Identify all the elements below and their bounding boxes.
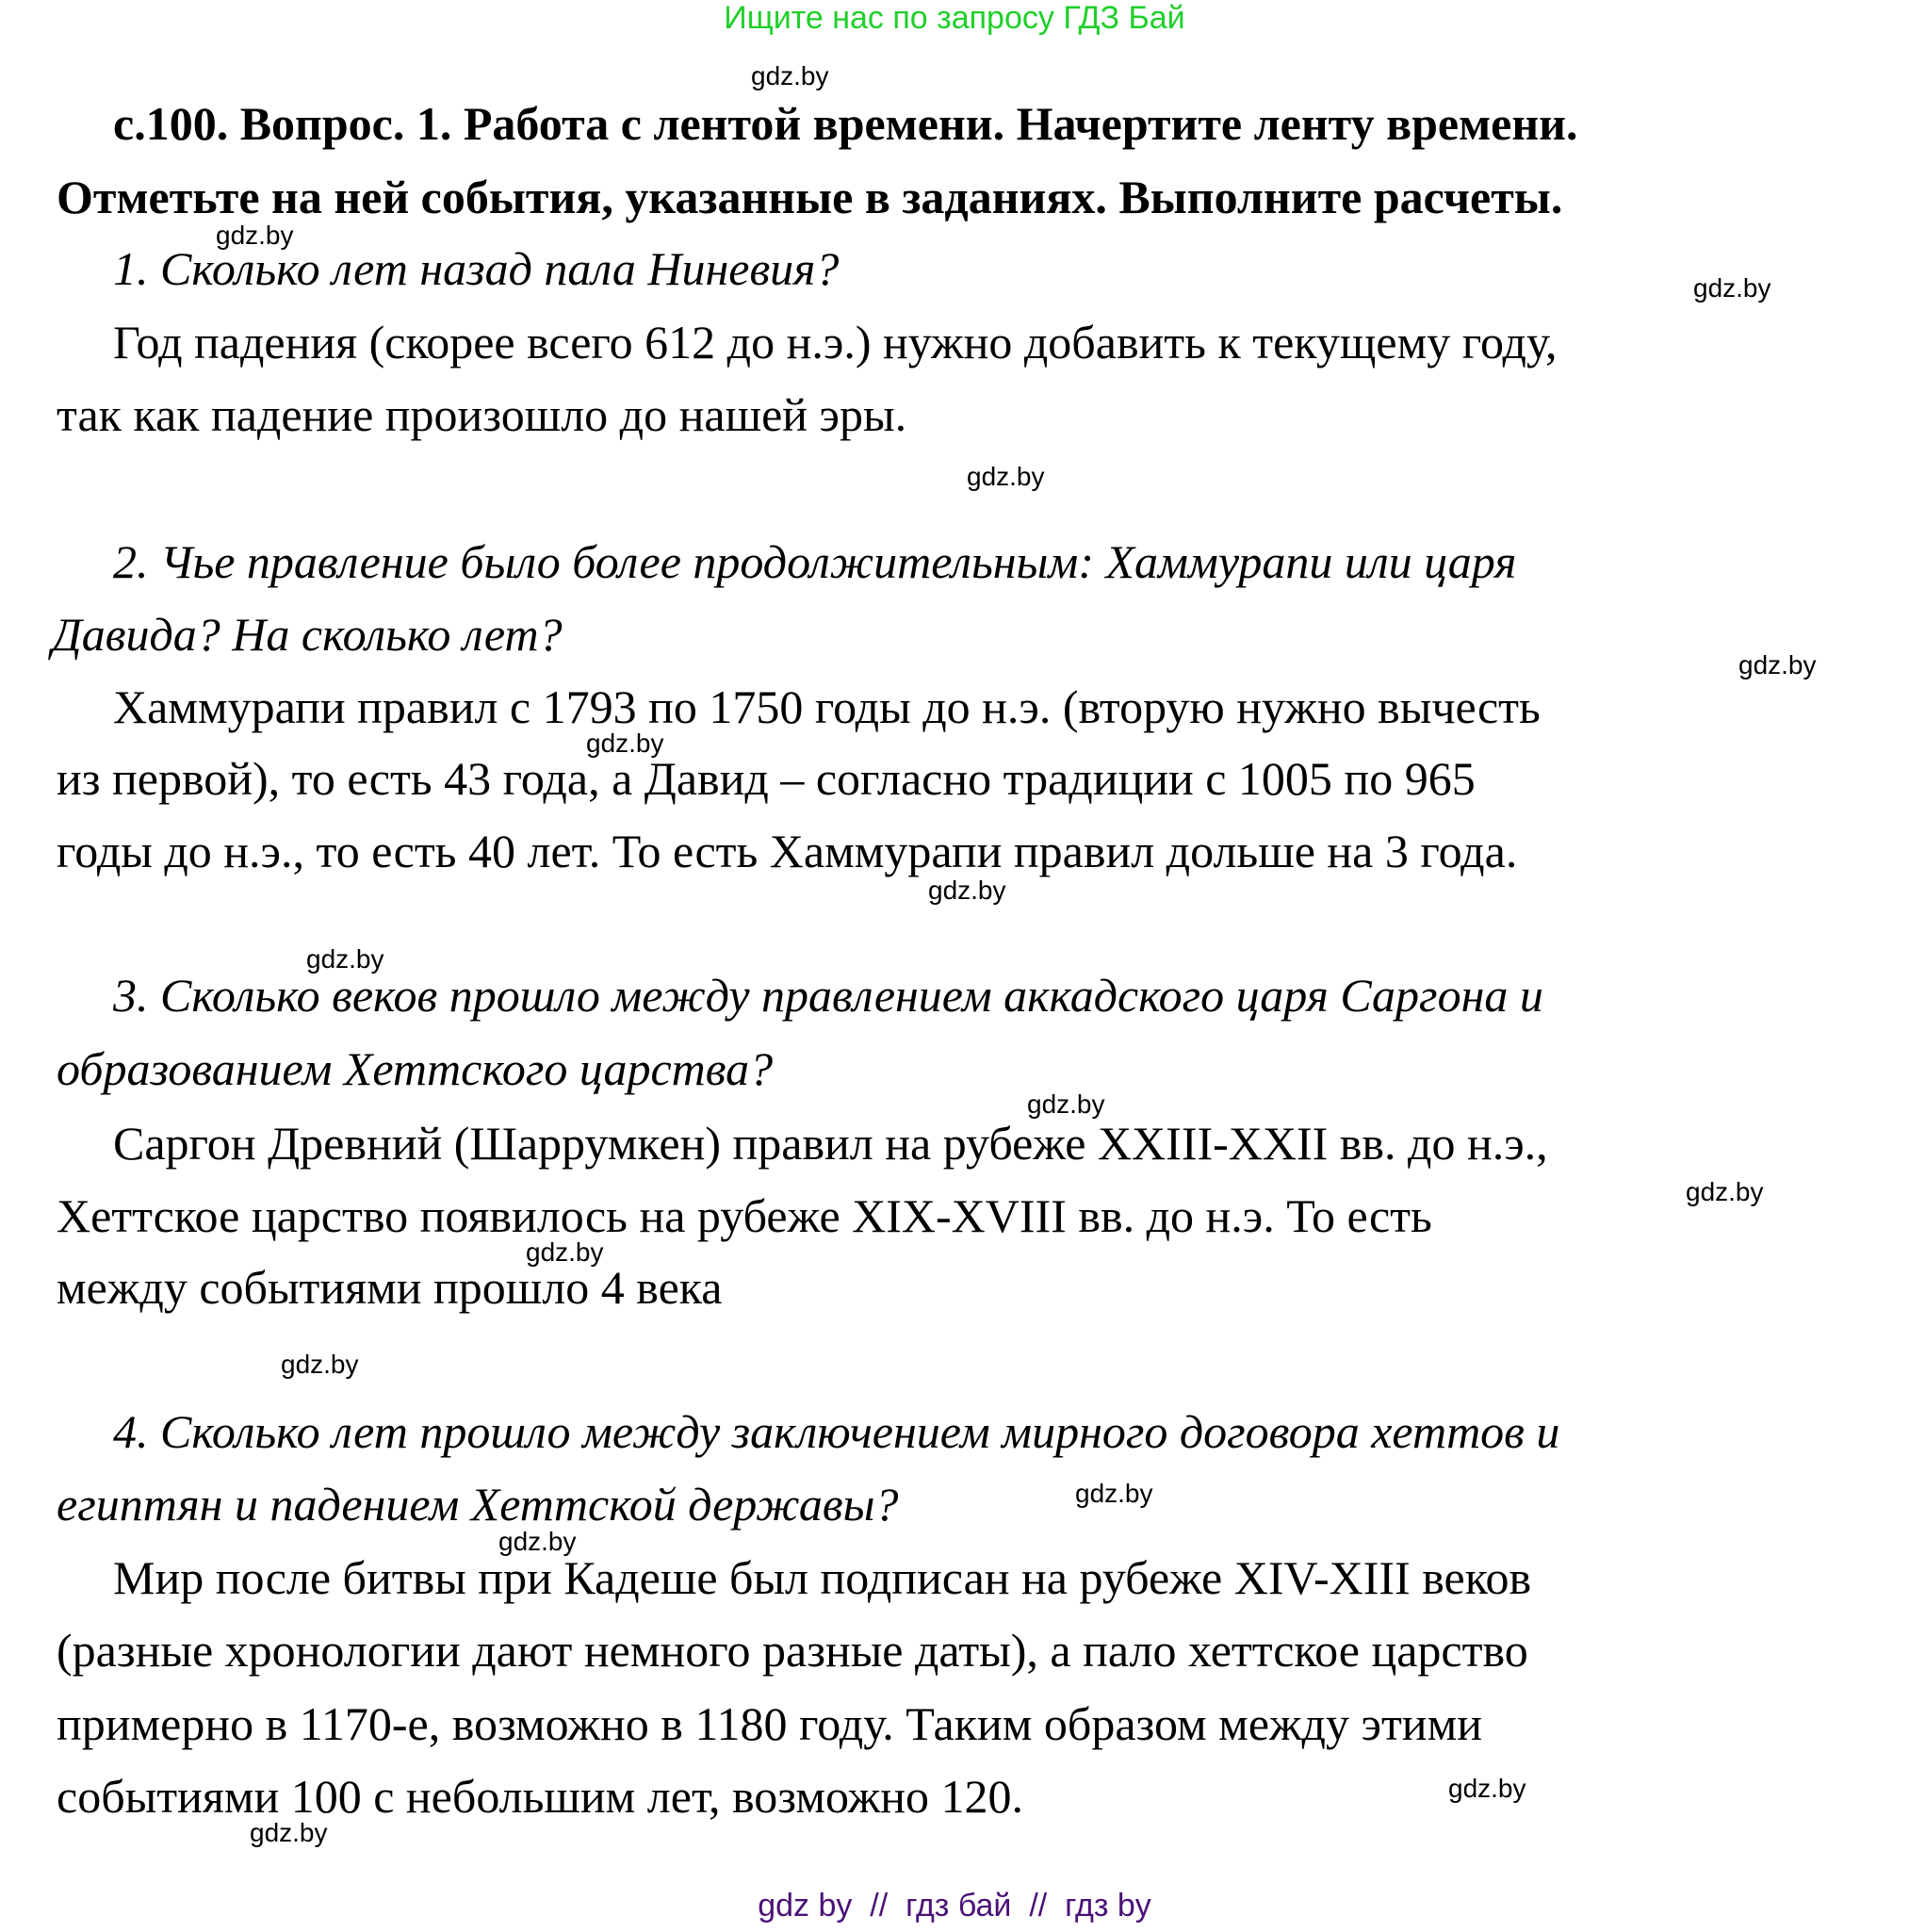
question-4-line-1: 4. Сколько лет прошло между заключением мирного договора хеттов и [113, 1405, 1560, 1458]
question-3-line-2: образованием Хеттского царства? [57, 1042, 774, 1095]
answer-3-line-2: Хеттское царство появилось на рубеже XIX-XVIII вв. до н.э. То есть [57, 1189, 1432, 1242]
watermark: gdz.by [281, 1350, 359, 1379]
question-2-line-1: 2. Чье правление было более продолжительным: Хаммурапи или царя [113, 535, 1517, 588]
answer-3-line-3: между событиями прошло 4 века [57, 1261, 723, 1314]
answer-2-line-2: из первой), то есть 43 года, а Давид – согласно традиции с 1005 по 965 [57, 752, 1476, 805]
watermark: gdz.by [1027, 1089, 1105, 1119]
answer-1-line-1: Год падения (скорее всего 612 до н.э.) нужно добавить к текущему году, [113, 316, 1558, 368]
watermark: gdz.by [250, 1818, 328, 1847]
watermark: gdz.by [1075, 1479, 1153, 1508]
question-1: 1. Сколько лет назад пала Ниневия? [113, 242, 840, 295]
answer-4-line-3: примерно в 1170-е, возможно в 1180 году. Таким образом между этими [57, 1697, 1482, 1750]
question-3-line-1: 3. Сколько веков прошло между правлением аккадского царя Саргона и [113, 969, 1543, 1022]
heading-line-1: с.100. Вопрос. 1. Работа с лентой времени. Начертите ленту времени. [113, 97, 1578, 150]
answer-1-line-2: так как падение произошло до нашей эры. [57, 388, 907, 441]
watermark: gdz.by [751, 61, 829, 90]
watermark: gdz.by [928, 876, 1006, 905]
footer-links: gdz by // гдз бай // гдз by [758, 1888, 1151, 1924]
answer-4-line-2: (разные хронологии дают немного разные даты), а пало хеттское царство [57, 1624, 1528, 1677]
answer-3-line-1: Саргон Древний (Шаррумкен) правил на рубеже XXIII-XXII вв. до н.э., [113, 1117, 1548, 1170]
watermark: gdz.by [306, 944, 384, 974]
watermark: gdz.by [1686, 1177, 1764, 1206]
answer-4-line-4: событиями 100 с небольшим лет, возможно 120. [57, 1770, 1024, 1823]
heading-line-2: Отметьте на ней события, указанные в заданиях. Выполните расчеты. [57, 171, 1563, 223]
watermark: gdz.by [1448, 1774, 1526, 1803]
watermark: gdz.by [1693, 273, 1771, 303]
answer-2-line-3: годы до н.э., то есть 40 лет. То есть Хаммурапи правил дольше на 3 года. [57, 825, 1518, 877]
answer-2-line-1: Хаммурапи правил с 1793 по 1750 годы до н.э. (вторую нужно вычесть [113, 680, 1541, 733]
search-banner: Ищите нас по запросу ГДЗ Бай [724, 0, 1185, 36]
watermark: gdz.by [586, 729, 664, 758]
answer-4-line-1: Мир после битвы при Кадеше был подписан на рубеже XIV-XIII веков [113, 1551, 1532, 1604]
watermark: gdz.by [498, 1527, 577, 1556]
watermark: gdz.by [216, 221, 294, 250]
watermark: gdz.by [526, 1237, 604, 1267]
question-4-line-2: египтян и падением Хеттской державы? [57, 1478, 899, 1531]
watermark: gdz.by [1738, 650, 1817, 679]
question-2-line-2: Давида? На сколько лет? [52, 608, 563, 661]
watermark: gdz.by [967, 462, 1045, 491]
